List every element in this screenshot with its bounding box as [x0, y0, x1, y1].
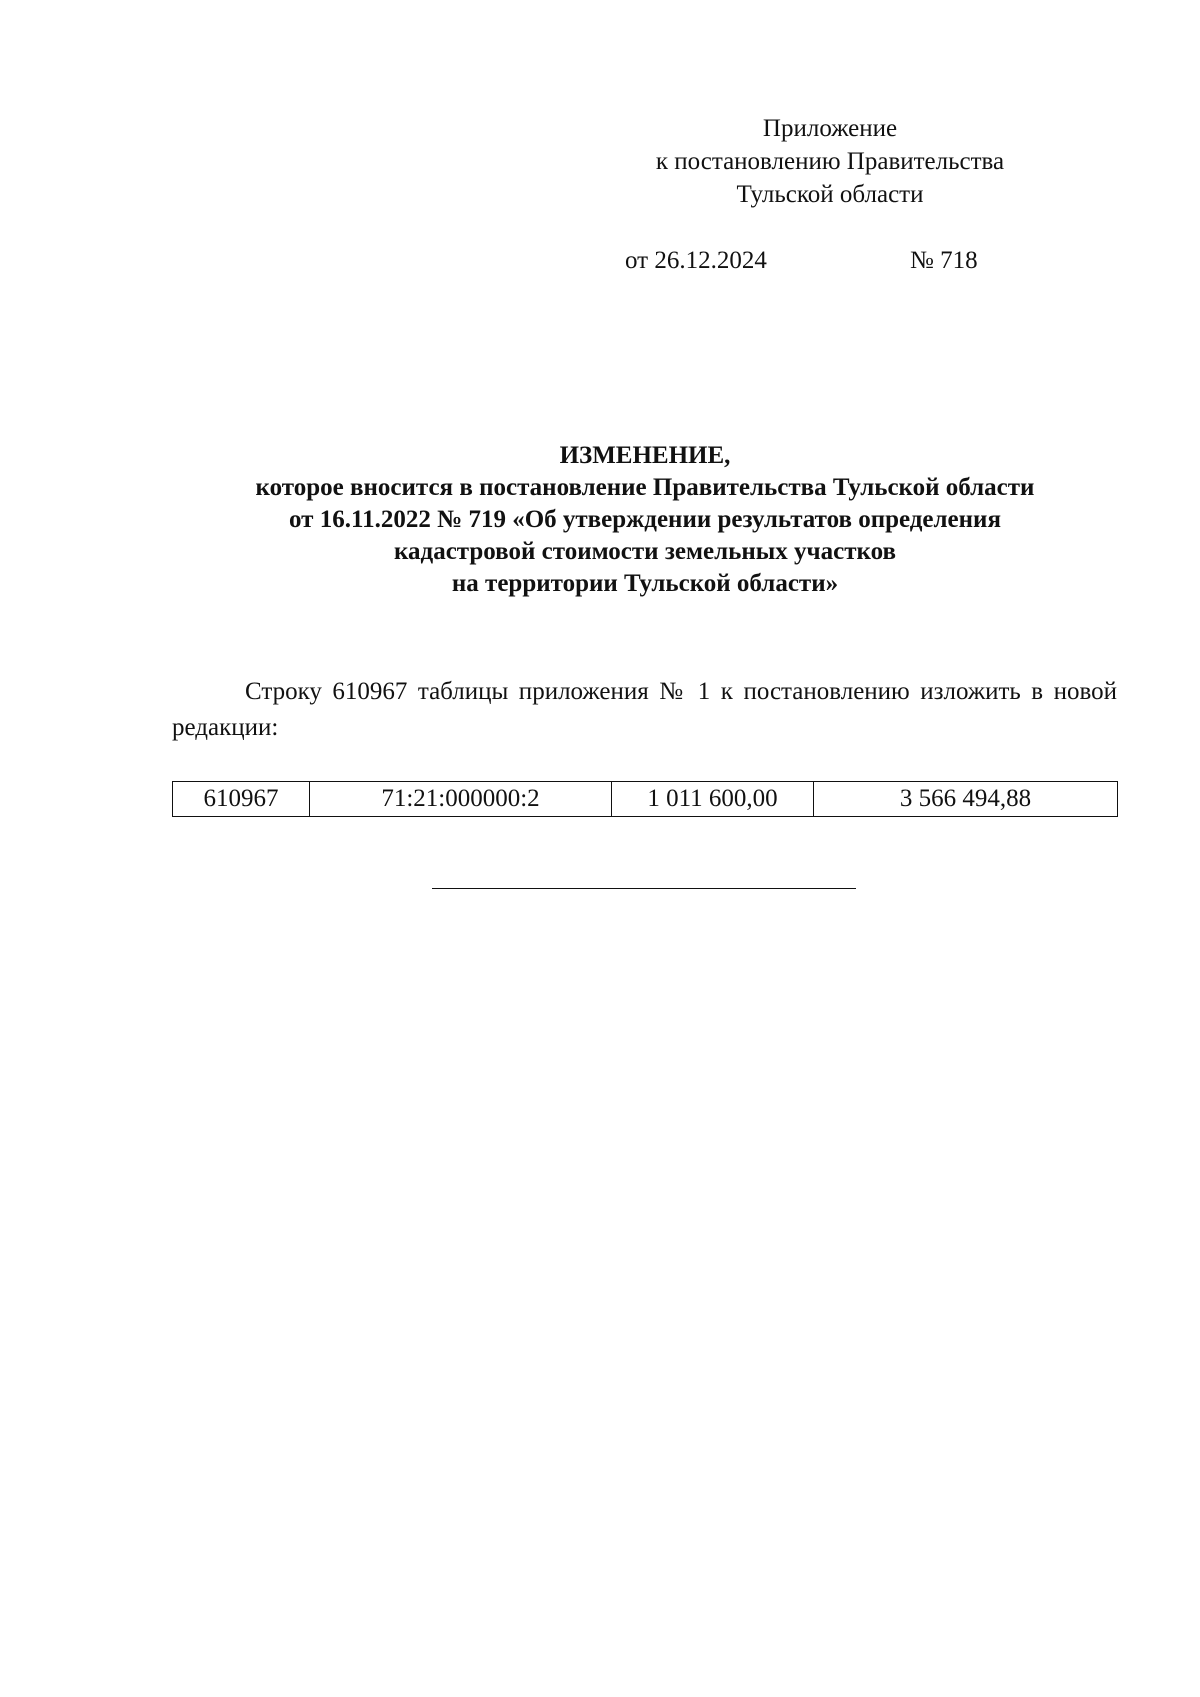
title-line: которое вносится в постановление Правительства Тульской области — [255, 474, 1035, 501]
annex-header — [600, 112, 1060, 211]
cadastral-value-cell: 3 566 494,88 — [814, 782, 1118, 817]
table-row — [173, 782, 1118, 817]
title-line: кадастровой стоимости земельных участков — [394, 538, 896, 565]
resolution-date: от 26.12.2024 — [625, 247, 767, 274]
document-title — [170, 440, 1120, 600]
annex-to-resolution: к постановлению Правительства — [655, 148, 1005, 175]
annex-label: Приложение — [762, 115, 898, 142]
closing-rule — [432, 888, 856, 889]
area-cell: 1 011 600,00 — [612, 782, 814, 817]
cadastral-number-cell: 71:21:000000:2 — [310, 782, 612, 817]
title-line: от 16.11.2022 № 719 «Об утверждении результатов определения — [289, 506, 1001, 533]
body-paragraph: Строку 610967 таблицы приложения № 1 к постановлению изложить в новой редакции: — [172, 678, 1117, 741]
annex-region: Тульской области — [736, 181, 924, 208]
row-number-cell: 610967 — [173, 782, 310, 817]
resolution-number: № 718 — [910, 247, 978, 274]
cadastral-value-table — [172, 781, 1118, 817]
title-heading: ИЗМЕНЕНИЕ, — [559, 442, 731, 469]
title-line: на территории Тульской области» — [451, 570, 839, 597]
